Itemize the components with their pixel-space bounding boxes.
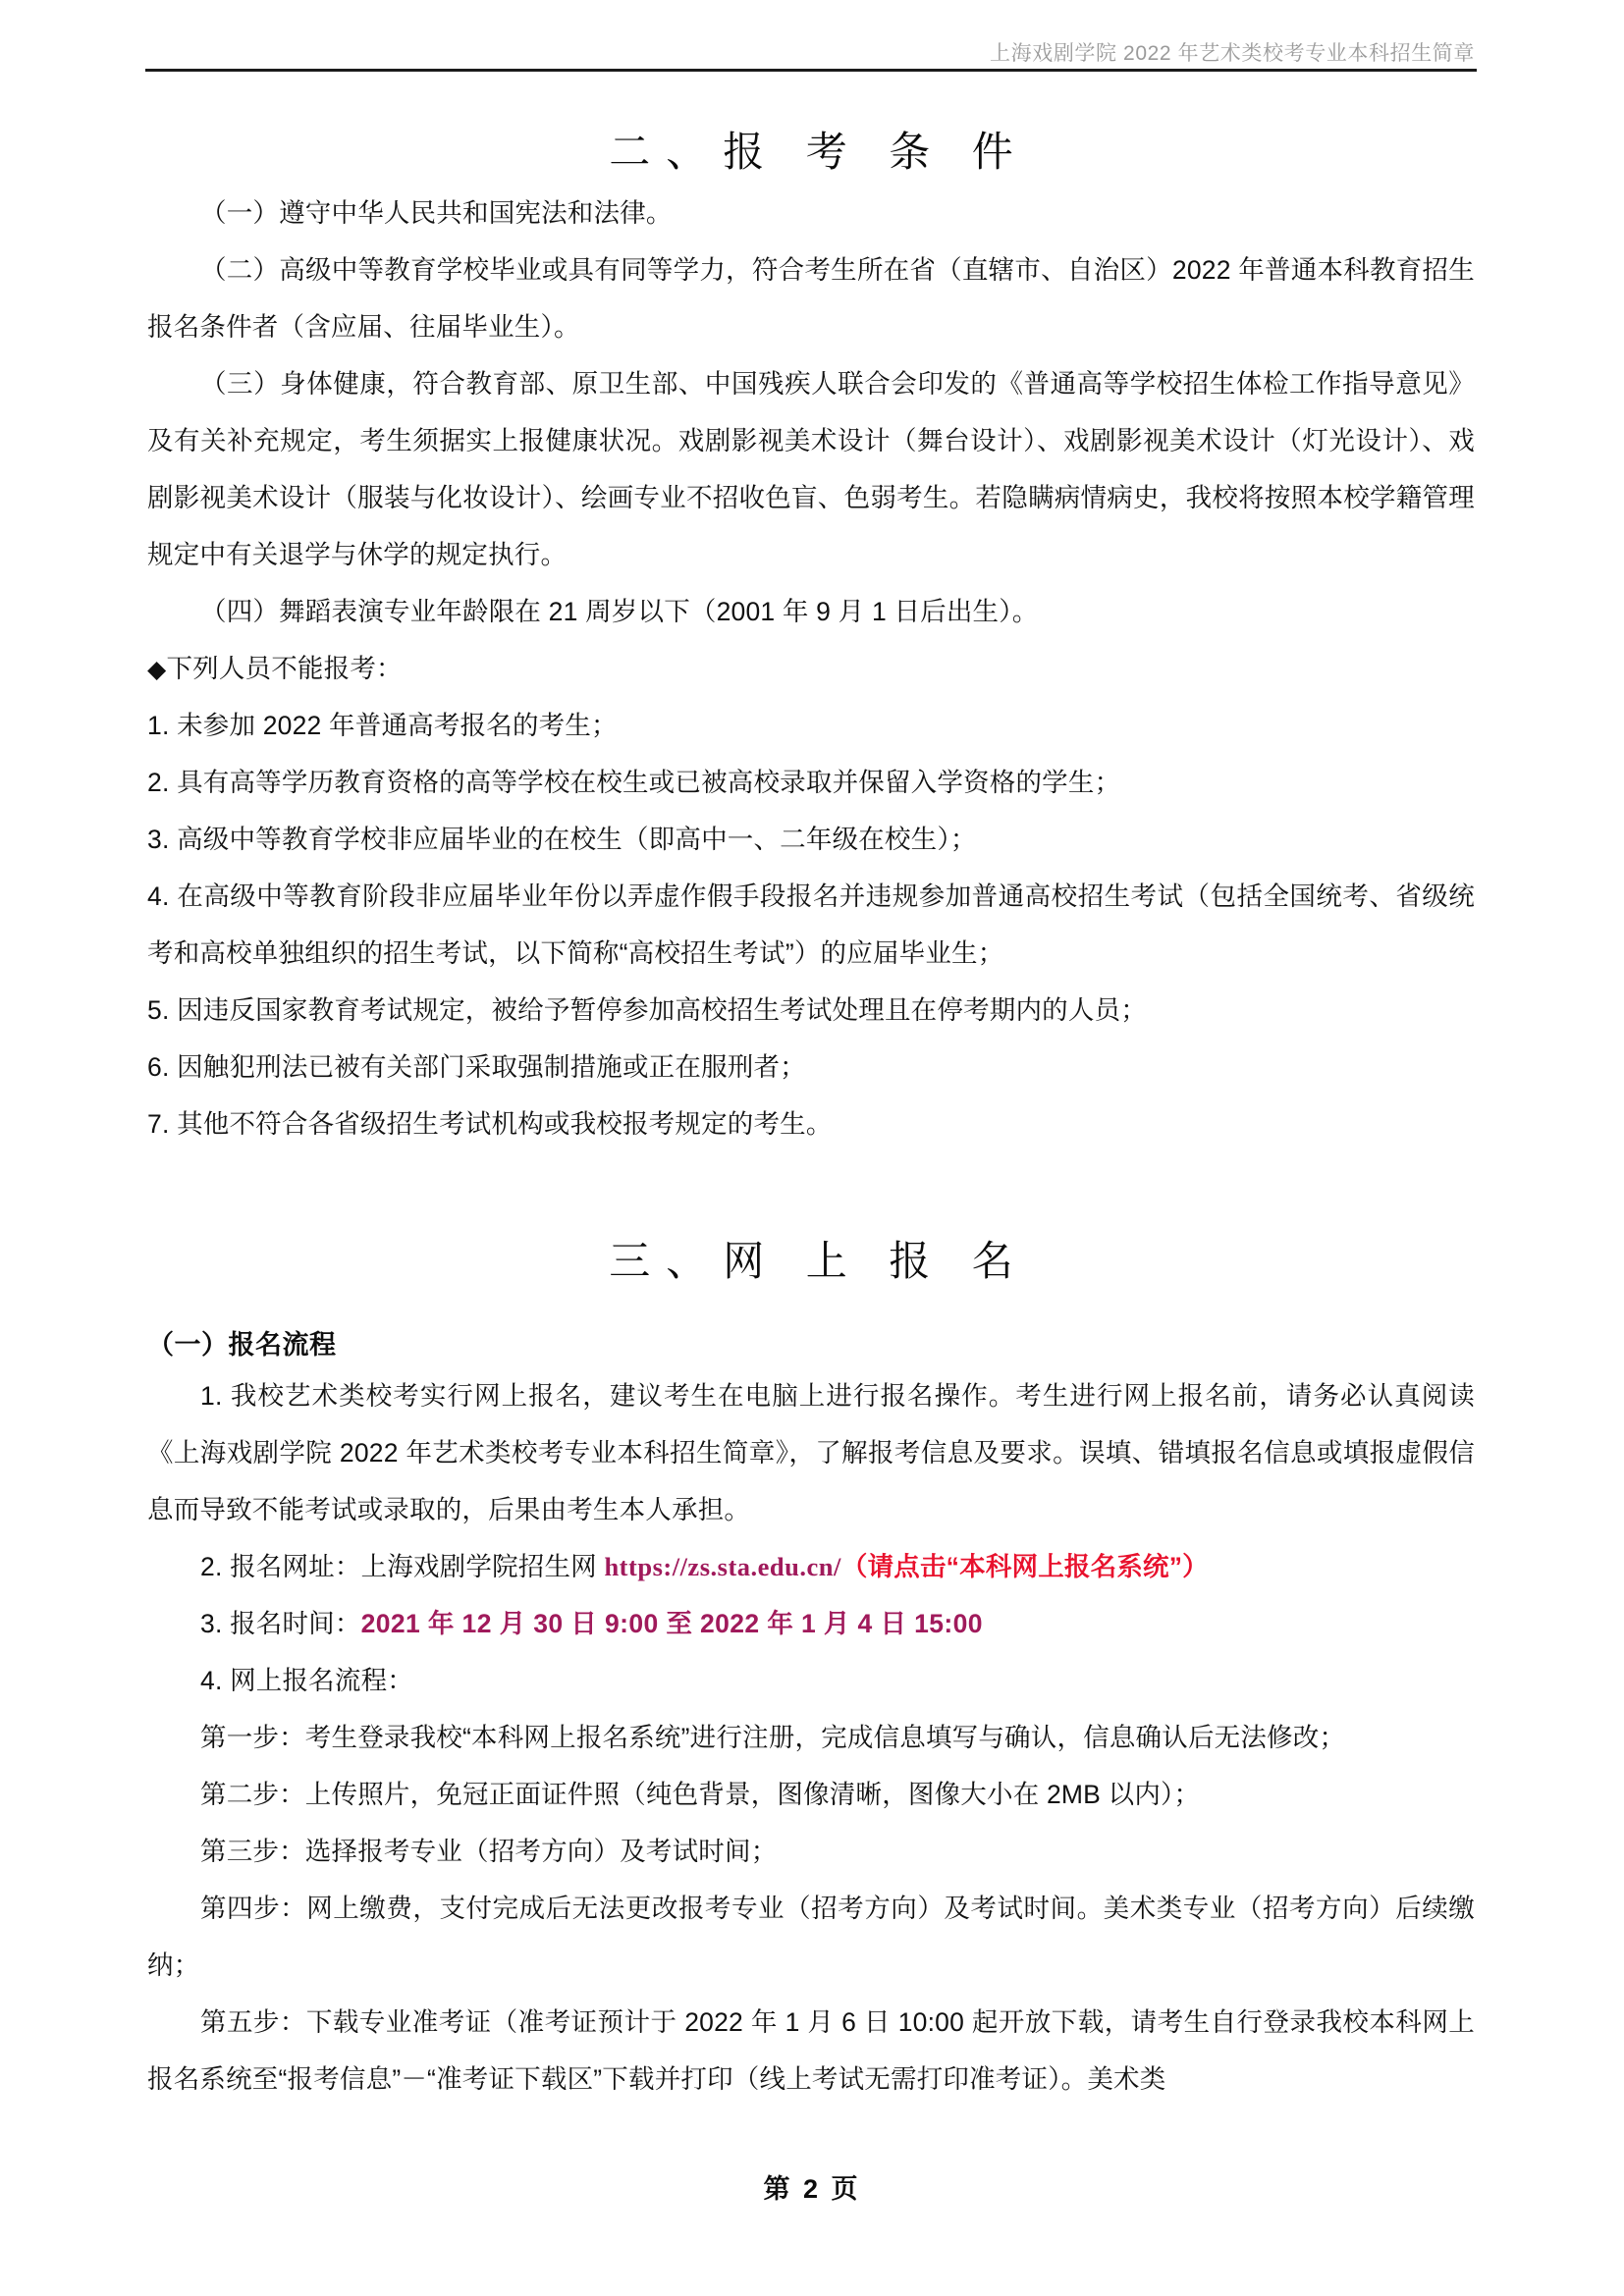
- registration-item-3: [147, 1595, 1475, 1652]
- prohibited-item-1: 1. 未参加 2022 年普通高考报名的考生；: [147, 711, 618, 740]
- diamond-bullet-icon: ◆: [147, 656, 167, 683]
- section-title-three: 三、网 上 报 名: [609, 1240, 1029, 1285]
- section-title-two: 二、报 考 条 件: [609, 131, 1029, 176]
- registration-item-4: 4. 网上报名流程：: [200, 1666, 413, 1695]
- registration-step-3: 第三步：选择报考专业（招考方向）及考试时间；: [200, 1837, 778, 1866]
- registration-time-label: 3. 报名时间：: [200, 1609, 361, 1638]
- running-header-text: 上海戏剧学院 2022 年艺术类校考专业本科招生简章: [990, 42, 1475, 65]
- condition-item-1: （一）遵守中华人民共和国宪法和法律。: [200, 198, 673, 228]
- registration-step-2: 第二步：上传照片，免冠正面证件照（纯色背景，图像清晰，图像大小在 2MB 以内）；: [200, 1780, 1201, 1809]
- prohibited-item-3: 3. 高级中等教育学校非应届毕业的在校生（即高中一、二年级在校生）；: [147, 825, 977, 854]
- condition-item-4: （四）舞蹈表演专业年龄限在 21 周岁以下（2001 年 9 月 1 日后出生）。: [200, 597, 1039, 626]
- registration-time-value: 2021 年 12 月 30 日 9:00 至 2022 年 1 月 4 日 15:00: [360, 1609, 983, 1638]
- registration-item-1: 1. 我校艺术类校考实行网上报名，建议考生在电脑上进行报名操作。考生进行网上报名前，请务必认真阅读《上海戏剧学院 2022 年艺术类校考专业本科招生简章》，了解报考信息及要求。误填、错填报名信息或填报虚假信息而导致不能考试或录取的，后果由考生本人承担。: [147, 1381, 1475, 1524]
- registration-step-5: 第五步：下载专业准考证（准考证预计于 2022 年 1 月 6 日 10:00 起开放下载，请考生自行登录我校本科网上报名系统至“报考信息”－“准考证下载区”下载并打印（线上考试无需打印准考证）。美术类: [147, 2007, 1475, 2094]
- prohibited-heading-text: 下列人员不能报考：: [166, 654, 403, 683]
- page-number-footer: 第 2 页: [763, 2174, 861, 2204]
- registration-url-link[interactable]: https://zs.sta.edu.cn/: [604, 1552, 841, 1581]
- registration-step-4: 第四步：网上缴费，支付完成后无法更改报考专业（招考方向）及考试时间。美术类专业（招考方向）后续缴纳；: [147, 1894, 1475, 1980]
- running-header: [0, 39, 1624, 73]
- registration-site-label: 2. 报名网址：上海戏剧学院招生网: [200, 1552, 605, 1581]
- prohibited-item-4: 4. 在高级中等教育阶段非应届毕业年份以弄虚作假手段报名并违规参加普通高校招生考试（包括全国统考、省级统考和高校单独组织的招生考试，以下简称“高校招生考试”）的应届毕业生；: [147, 881, 1475, 968]
- registration-step-1: 第一步：考生登录我校“本科网上报名系统”进行注册，完成信息填写与确认，信息确认后无法修改；: [200, 1723, 1346, 1752]
- prohibited-heading: [147, 640, 1475, 697]
- registration-url-note: （请点击“本科网上报名系统”）: [840, 1552, 1209, 1581]
- header-divider-rule: [145, 69, 1477, 72]
- prohibited-item-5: 5. 因违反国家教育考试规定，被给予暂停参加高校招生考试处理且在停考期内的人员；: [147, 995, 1147, 1025]
- prohibited-item-2: 2. 具有高等学历教育资格的高等学校在校生或已被高校录取并保留入学资格的学生；: [147, 768, 1121, 797]
- registration-item-2: [147, 1538, 1475, 1595]
- prohibited-item-7: 7. 其他不符合各省级招生考试机构或我校报考规定的考生。: [147, 1109, 833, 1139]
- prohibited-item-6: 6. 因触犯刑法已被有关部门采取强制措施或正在服刑者；: [147, 1052, 806, 1082]
- page-content: [147, 94, 1475, 2108]
- condition-item-3: （三）身体健康，符合教育部、原卫生部、中国残疾人联合会印发的《普通高等学校招生体检工作指导意见》及有关补充规定，考生须据实上报健康状况。戏剧影视美术设计（舞台设计）、戏剧影视美术设计（灯光设计）、戏剧影视美术设计（服装与化妆设计）、绘画专业不招收色盲、色弱考生。若隐瞒病情病史，我校将按照本校学籍管理规定中有关退学与休学的规定执行。: [147, 369, 1475, 569]
- registration-process-subheading: （一）报名流程: [147, 1330, 337, 1360]
- condition-item-2: （二）高级中等教育学校毕业或具有同等学力，符合考生所在省（直辖市、自治区）2022 年普通本科教育招生报名条件者（含应届、往届毕业生）。: [147, 255, 1475, 342]
